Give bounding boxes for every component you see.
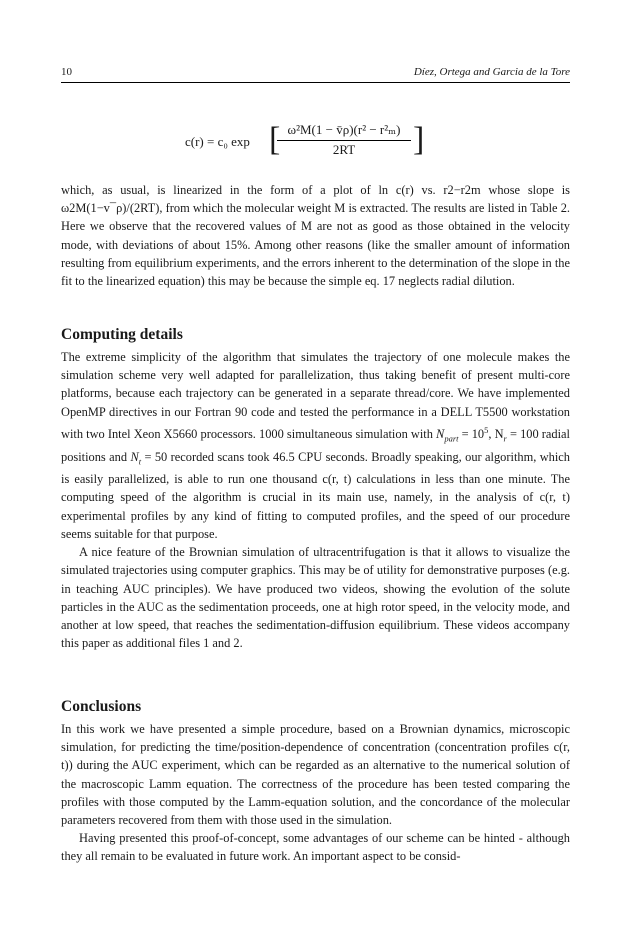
text-run: = 10 <box>458 426 485 441</box>
computing-paragraph-1 <box>61 348 570 543</box>
equation-lhs: c(r) = c₀ exp <box>185 134 250 149</box>
conclusions-paragraph-2: Having presented this proof-of-concept, some advantages of our scheme can be hinted - although they all remain to be evaluated in future work. An important aspect to be consid- <box>61 831 570 864</box>
text-run: = 100 radial positions and <box>61 426 570 464</box>
subscript-r: r <box>503 433 507 444</box>
left-bracket: [ <box>269 121 281 158</box>
section-heading-computing: Computing details <box>61 326 183 343</box>
section-heading-conclusions: Conclusions <box>61 698 142 715</box>
conclusions-paragraph-1: In this work we have presented a simple procedure, based on a Brownian dynamics, microscopic simulation, for predicting the time/position-dependence of concentration (concentration profiles c(r, t)) during the AUC experiment, which can be regarded as an alternative to the numerical solution of the macroscopic Lamm equation. The correctness of the procedure has been tested comparing the profiles with those computed by the Lamm-equation solution, and the concordance of the molecular parameters recovered from them with those used in the simulation. <box>61 722 570 828</box>
subscript-t: t <box>138 456 142 467</box>
superscript-exp: 5 <box>484 424 489 435</box>
equation-denominator: 2RT <box>332 142 356 157</box>
text-run: The extreme simplicity of the algorithm that simulates the trajectory of one molecule makes the simulation scheme very well adapted for parallelization, thus taking benefit of present multi-core platforms, because each trajectory can be generated in a separate thread/core. We have implemented OpenMP directives in our Fortran 90 code and tested the performance in a DELL T5500 workstation with two Intel Xeon X5660 processors. 1000 simultaneous simulation with <box>61 350 570 441</box>
running-authors: Díez, Ortega and Garcia de la Tore <box>413 66 570 78</box>
subscript-part: part <box>444 433 459 444</box>
right-bracket: ] <box>413 121 425 158</box>
intro-paragraph-block <box>61 181 570 290</box>
conclusions-section-body <box>61 720 570 866</box>
text-run: = 50 recorded scans took 46.5 CPU seconds. Broadly speaking, our algorithm, which is easily parallelized, is able to run one thousand c(r, t) calculations in less than one minute. The computing speed of the algorithm is crucial in its main use, namely, in the analysis of c(r, t) experimental profiles by any kind of fitting to computed profiles, and the speed of our procedure seems suitable for that purpose. <box>61 449 570 541</box>
equation-numerator: ω²M(1 − v̄ρ)(r² − r²ₘ) <box>277 122 411 141</box>
text-run: , N <box>488 426 504 441</box>
symbol-n: N <box>436 426 445 441</box>
intro-paragraph: which, as usual, is linearized in the form of a plot of ln c(r) vs. r2−r2m whose slope is ω2M(1−v¯ρ)/(2RT), from which the molecular weight M is extracted. The results are listed in Table 2. Here we observe that the recovered values of M are not as good as those obtained in the velocity mode, with deviations of about 15%. Among other reasons (like the smaller amount of information resulting from equilibrium experiments, and the errors inherent to the determination of the slope in the fit to the linearized equation) this may be because the simple eq. 17 neglects radial dilution. <box>61 183 570 289</box>
computing-paragraph-2: A nice feature of the Brownian simulation of ultracentrifugation is that it allows to visualize the simulated trajectories using computer graphics. This may be of utility for demonstrative purposes (e.g. in teaching AUC principles). We have produced two videos, showing the evolution of the solute particles in the AUC as the sedimentation proceeds, one at high rotor speed, in the velocity mode, and another at low speed, that reaches the sedimentation-diffusion equilibrium. These videos accompany this paper as additional files 1 and 2. <box>61 545 570 651</box>
page-number: 10 <box>61 66 72 78</box>
running-header <box>61 62 570 83</box>
symbol-n: N <box>130 449 139 464</box>
computing-section-body <box>61 348 570 652</box>
